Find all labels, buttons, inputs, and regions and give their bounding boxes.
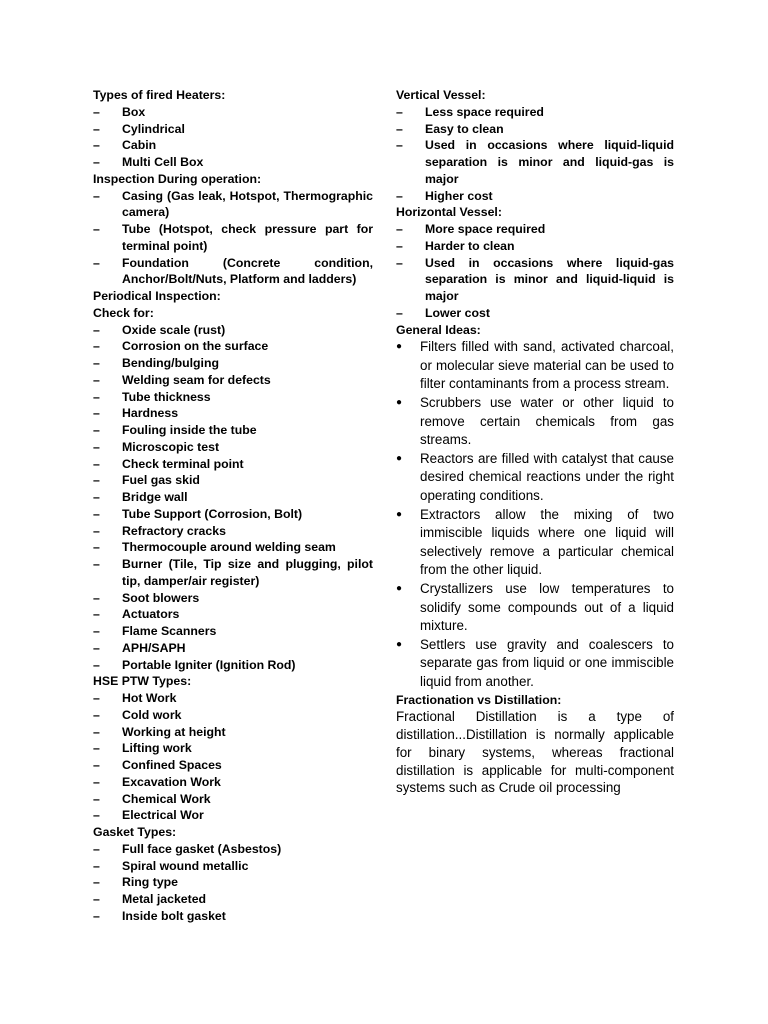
- bullet-icon: ●: [396, 508, 403, 520]
- bullet-icon: ●: [396, 452, 403, 464]
- list-item: – Check terminal point: [93, 456, 244, 471]
- list-item: – Multi Cell Box: [93, 155, 204, 169]
- dash-marker: –: [93, 490, 100, 504]
- fractionation-heading: Fractionation vs Distillation:: [396, 692, 562, 707]
- general-ideas-list: [396, 338, 674, 691]
- dash-marker: –: [93, 590, 100, 605]
- list-item: – Oxide scale (rust): [93, 322, 226, 337]
- dash-marker: –: [396, 255, 403, 270]
- dash-marker: –: [93, 741, 100, 756]
- fractionation-paragraph: Fractional Distillation is a type of distillation...Distillation is normally applicable for binary systems, whereas fractional distillation is applicable for multi-component systems such as Crude oil processing: [396, 709, 674, 796]
- list-item: ● Settlers use gravity and coalescers to separate gas from liquid or one immiscible liquid from another.: [396, 636, 674, 692]
- list-item: – Full face gasket (Asbestos): [93, 841, 282, 856]
- horizontal-vessel-heading: Horizontal Vessel:: [396, 205, 502, 220]
- dash-marker: –: [93, 155, 100, 169]
- list-item: – Lower cost: [396, 305, 490, 320]
- bullet-icon: ●: [396, 397, 403, 409]
- fired-heaters-heading: Types of fired Heaters:: [93, 88, 226, 102]
- dash-marker: –: [93, 808, 100, 823]
- list-item: ● Reactors are filled with catalyst that cause desired chemical reactions under the right operating conditions.: [396, 450, 674, 506]
- list-item: – Welding seam for defects: [93, 372, 271, 387]
- dash-marker: –: [93, 523, 100, 538]
- dash-marker: –: [93, 138, 100, 153]
- dash-marker: –: [93, 104, 100, 119]
- list-item: – Cold work: [93, 707, 182, 722]
- list-item: – Easy to clean: [396, 121, 504, 136]
- dash-marker: –: [93, 640, 100, 655]
- bullet-icon: ●: [396, 341, 403, 353]
- dash-marker: –: [93, 908, 100, 923]
- left-column: [93, 87, 373, 925]
- list-item: – Flame Scanners: [93, 624, 217, 638]
- hse-ptw-list: [93, 690, 373, 824]
- dash-marker: –: [93, 439, 100, 454]
- dash-marker: –: [93, 691, 100, 705]
- list-item: – Microscopic test: [93, 439, 220, 454]
- dash-marker: –: [93, 255, 100, 270]
- list-item: – Working at height: [93, 724, 226, 739]
- list-item: – Lifting work: [93, 741, 192, 756]
- list-item: – Box: [93, 104, 146, 119]
- dash-marker: –: [93, 389, 100, 404]
- list-item: – Bridge wall: [93, 490, 188, 504]
- dash-marker: –: [93, 791, 100, 806]
- list-item: – APH/SAPH: [93, 640, 186, 655]
- dash-marker: –: [396, 104, 403, 119]
- right-column: [396, 87, 674, 797]
- gasket-types-heading: Gasket Types:: [93, 825, 177, 839]
- dash-marker: –: [93, 707, 100, 722]
- vertical-vessel-list: [396, 104, 674, 205]
- dash-marker: –: [396, 138, 403, 153]
- list-item: – Spiral wound metallic: [93, 858, 249, 873]
- list-item: – Fuel gas skid: [93, 473, 200, 488]
- dash-marker: –: [93, 858, 100, 873]
- list-item: – Tube (Hotspot, check pressure part for terminal point): [93, 222, 373, 253]
- list-item: – Hardness: [93, 406, 179, 421]
- list-item: – Confined Spaces: [93, 758, 222, 772]
- dash-marker: –: [93, 473, 100, 488]
- dash-marker: –: [93, 557, 100, 571]
- dash-marker: –: [93, 188, 100, 203]
- inspection-operation-list: [93, 188, 373, 289]
- list-item: – Refractory cracks: [93, 523, 226, 538]
- list-item: – Actuators: [93, 607, 180, 622]
- periodical-inspection-heading: Periodical Inspection:: [93, 289, 221, 303]
- dash-marker: –: [93, 222, 100, 236]
- list-item: – Less space required: [396, 104, 544, 119]
- dash-marker: –: [93, 322, 100, 337]
- horizontal-vessel-list: [396, 221, 674, 322]
- dash-marker: –: [93, 892, 100, 906]
- dash-marker: –: [93, 506, 100, 521]
- list-item: – More space required: [396, 222, 546, 236]
- bullet-icon: ●: [396, 638, 403, 650]
- list-item: ● Filters filled with sand, activated charcoal, or molecular sieve material can be used to filter contaminants from a process stream.: [396, 338, 674, 394]
- dash-marker: –: [93, 456, 100, 471]
- gasket-types-list: [93, 841, 373, 925]
- list-item: – Chemical Work: [93, 791, 211, 806]
- list-item: – Portable Igniter (Ignition Rod): [93, 657, 296, 672]
- list-item: – Ring type: [93, 875, 179, 890]
- list-item: – Excavation Work: [93, 774, 221, 789]
- list-item: – Electrical Wor: [93, 808, 204, 823]
- list-item: – Inside bolt gasket: [93, 908, 226, 923]
- dash-marker: –: [93, 657, 100, 672]
- list-item: – Higher cost: [396, 188, 493, 203]
- dash-marker: –: [93, 339, 100, 354]
- list-item: – Cylindrical: [93, 121, 185, 136]
- dash-marker: –: [93, 841, 100, 856]
- dash-marker: –: [93, 356, 100, 370]
- dash-marker: –: [93, 758, 100, 772]
- dash-marker: –: [93, 607, 100, 622]
- list-item: – Hot Work: [93, 691, 177, 705]
- dash-marker: –: [93, 624, 100, 638]
- dash-marker: –: [396, 222, 403, 236]
- general-ideas-heading: General Ideas:: [396, 322, 481, 337]
- list-item: – Casing (Gas leak, Hotspot, Thermographic camera): [93, 188, 373, 220]
- list-item: ● Crystallizers use low temperatures to solidify some compounds out of a liquid mixture.: [396, 580, 674, 636]
- dash-marker: –: [93, 540, 100, 555]
- dash-marker: –: [396, 238, 403, 253]
- fired-heaters-list: [93, 104, 373, 171]
- list-item: – Burner (Tile, Tip size and plugging, pilot tip, damper/air register): [93, 557, 373, 588]
- dash-marker: –: [93, 875, 100, 890]
- list-item: – Thermocouple around welding seam: [93, 540, 336, 555]
- list-item: – Used in occasions where liquid-gas separation is minor and liquid-liquid is major: [396, 255, 674, 303]
- list-item: – Tube Support (Corrosion, Bolt): [93, 506, 303, 521]
- list-item: ● Scrubbers use water or other liquid to remove certain chemicals from gas streams.: [396, 394, 674, 450]
- list-item: – Foundation (Concrete condition, Anchor/Bolt/Nuts, Platform and ladders): [93, 255, 373, 287]
- list-item: – Fouling inside the tube: [93, 423, 257, 437]
- list-item: – Metal jacketed: [93, 892, 207, 906]
- dash-marker: –: [93, 406, 100, 421]
- dash-marker: –: [93, 423, 100, 437]
- list-item: ● Extractors allow the mixing of two immiscible liquids where one liquid will selectively remove a particular chemical from the other liquid.: [396, 506, 674, 580]
- bullet-icon: ●: [396, 582, 403, 594]
- dash-marker: –: [396, 121, 403, 136]
- list-item: – Bending/bulging: [93, 356, 219, 370]
- list-item: – Soot blowers: [93, 590, 200, 605]
- dash-marker: –: [396, 305, 403, 320]
- list-item: – Corrosion on the surface: [93, 339, 269, 354]
- dash-marker: –: [93, 121, 100, 136]
- check-for-subheading: Check for:: [93, 305, 154, 320]
- inspection-operation-heading: Inspection During operation:: [93, 171, 262, 186]
- list-item: – Used in occasions where liquid-liquid separation is minor and liquid-gas is major: [396, 138, 674, 186]
- dash-marker: –: [396, 188, 403, 203]
- vertical-vessel-heading: Vertical Vessel:: [396, 88, 486, 102]
- dash-marker: –: [93, 372, 100, 387]
- dash-marker: –: [93, 724, 100, 739]
- hse-ptw-heading: HSE PTW Types:: [93, 674, 192, 689]
- list-item: – Harder to clean: [396, 238, 515, 253]
- list-item: – Cabin: [93, 138, 157, 153]
- list-item: – Tube thickness: [93, 389, 211, 404]
- dash-marker: –: [93, 774, 100, 789]
- periodical-inspection-list: [93, 322, 373, 674]
